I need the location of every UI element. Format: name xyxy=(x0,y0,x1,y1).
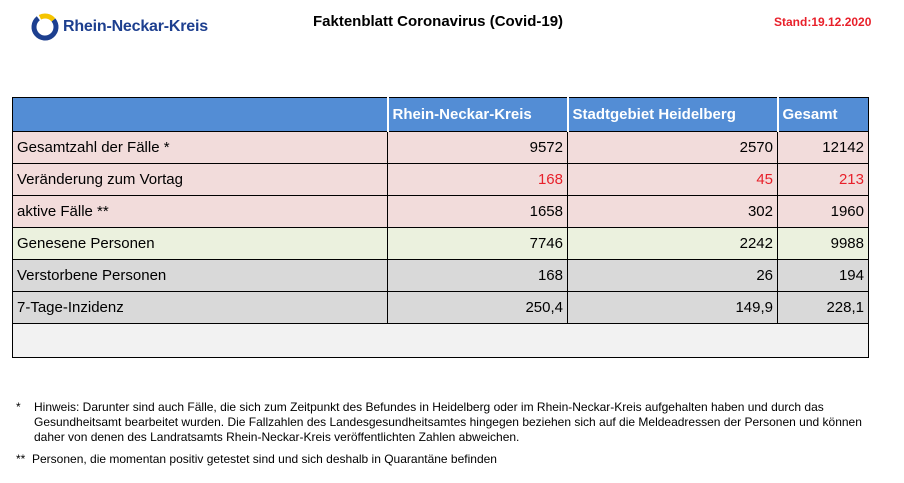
column-header-label xyxy=(13,98,388,132)
row-label: Verstorbene Personen xyxy=(13,260,388,292)
cell-hd: 302 xyxy=(568,196,778,228)
logo-text: Rhein-Neckar-Kreis xyxy=(63,18,208,35)
cell-hd: 149,9 xyxy=(568,292,778,324)
cell-rnk: 168 xyxy=(388,260,568,292)
cell-rnk: 250,4 xyxy=(388,292,568,324)
cell-rnk: 168 xyxy=(388,164,568,196)
row-label: Gesamtzahl der Fälle * xyxy=(13,132,388,164)
empty-cell xyxy=(13,324,869,358)
footnote-mark: ** xyxy=(16,452,26,466)
column-header-total: Gesamt xyxy=(778,98,869,132)
table-row xyxy=(13,260,869,292)
footnote xyxy=(12,400,872,445)
cell-hd: 26 xyxy=(568,260,778,292)
cell-rnk: 9572 xyxy=(388,132,568,164)
table-header-row xyxy=(13,98,869,132)
footnotes xyxy=(12,400,872,474)
facts-table xyxy=(12,97,869,358)
table-row xyxy=(13,292,869,324)
logo-ring-icon xyxy=(30,12,60,42)
page-title: Faktenblatt Coronavirus (Covid-19) xyxy=(313,13,564,30)
row-label: Veränderung zum Vortag xyxy=(13,164,388,196)
logo xyxy=(30,12,208,42)
status-date: Stand:19.12.2020 xyxy=(774,15,872,29)
cell-total: 12142 xyxy=(778,132,869,164)
footnote-mark: * xyxy=(16,400,21,414)
cell-hd: 2242 xyxy=(568,228,778,260)
table-row xyxy=(13,228,869,260)
column-header-rnk: Rhein-Neckar-Kreis xyxy=(388,98,568,132)
cell-hd: 2570 xyxy=(568,132,778,164)
table-row xyxy=(13,132,869,164)
table-row xyxy=(13,196,869,228)
column-header-hd: Stadtgebiet Heidelberg xyxy=(568,98,778,132)
cell-hd: 45 xyxy=(568,164,778,196)
cell-total: 213 xyxy=(778,164,869,196)
footnote-text: Personen, die momentan positiv getestet sind und sich deshalb in Quarantäne befinden xyxy=(32,452,497,466)
row-label: 7-Tage-Inzidenz xyxy=(13,292,388,324)
table-row xyxy=(13,164,869,196)
footnote-text: Hinweis: Darunter sind auch Fälle, die sich zum Zeitpunkt des Befundes in Heidelberg oder im Rhein-Neckar-Kreis aufgehalten haben und durch das Gesundheitsamt bearbeitet wurden. Die Fallzahlen des Landesgesundheitsamtes hingegen beziehen sich auf die Meldeadressen der Personen und können daher von denen des Landratsamts Rhein-Neckar-Kreis veröffentlichten Zahlen abweichen. xyxy=(34,400,862,444)
row-label: Genesene Personen xyxy=(13,228,388,260)
cell-total: 1960 xyxy=(778,196,869,228)
footnote xyxy=(12,452,872,467)
cell-total: 9988 xyxy=(778,228,869,260)
cell-total: 194 xyxy=(778,260,869,292)
empty-row xyxy=(13,324,869,358)
cell-rnk: 7746 xyxy=(388,228,568,260)
cell-total: 228,1 xyxy=(778,292,869,324)
cell-rnk: 1658 xyxy=(388,196,568,228)
row-label: aktive Fälle ** xyxy=(13,196,388,228)
